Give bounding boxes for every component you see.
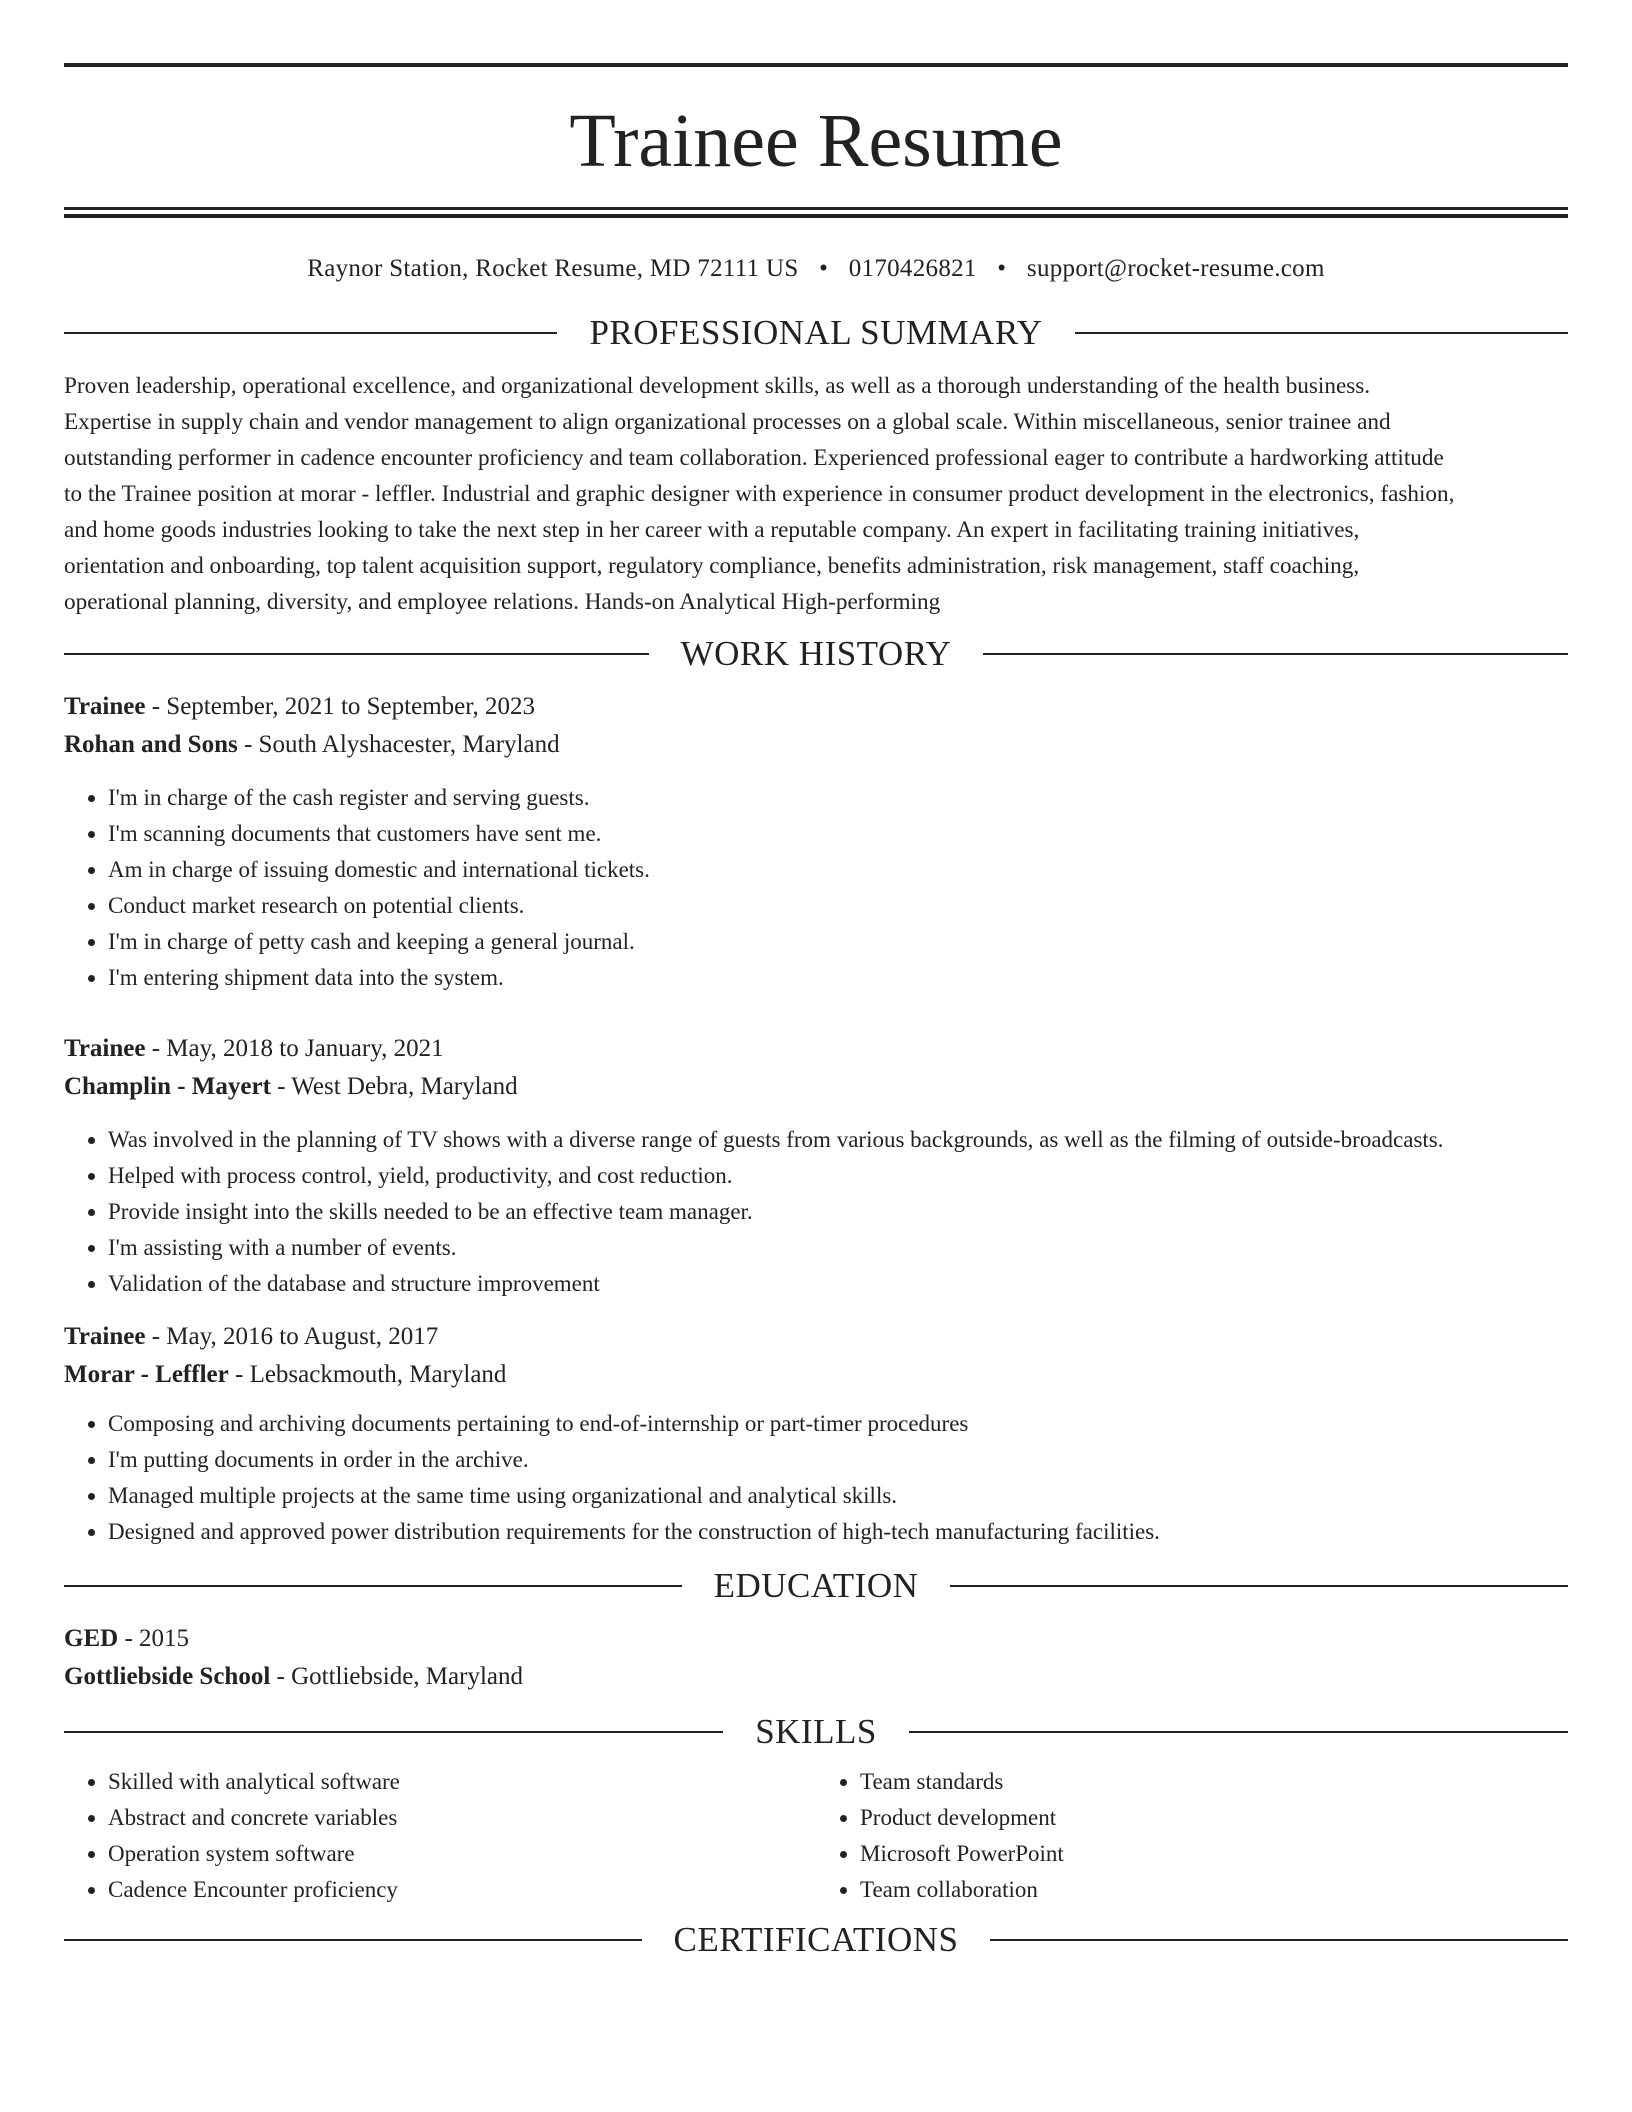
job-title: Trainee xyxy=(64,693,146,720)
job-company-line xyxy=(64,1356,1568,1394)
job-title: Trainee xyxy=(64,1323,146,1350)
summary-line: operational planning, diversity, and employee relations. Hands-on Analytical High-performing xyxy=(64,589,941,615)
education-school: Gottliebside School xyxy=(64,1663,271,1690)
list-item: • I'm in charge of petty cash and keeping a general journal. xyxy=(108,924,1568,960)
education-section-header xyxy=(64,1566,1568,1606)
dash: - xyxy=(145,693,167,720)
list-item: • Cadence Encounter proficiency xyxy=(108,1872,816,1908)
job-bullets xyxy=(64,780,1568,996)
contact-separator: • xyxy=(819,255,829,282)
skills-list-right xyxy=(816,1764,1568,1908)
job-dates: May, 2018 to January, 2021 xyxy=(166,1035,444,1062)
dash: - xyxy=(145,1035,167,1062)
job-location: Lebsackmouth, Maryland xyxy=(249,1361,507,1388)
job-title-line xyxy=(64,688,1568,726)
list-item: • Team collaboration xyxy=(860,1872,1568,1908)
list-item: • Conduct market research on potential clients. xyxy=(108,888,1568,924)
education-degree: GED xyxy=(64,1625,119,1652)
contact-email: support@rocket-resume.com xyxy=(1026,255,1325,282)
certifications-heading: CERTIFICATIONS xyxy=(673,1920,959,1959)
divider-line xyxy=(1075,332,1568,334)
job-company-line xyxy=(64,726,1568,764)
list-item: • Abstract and concrete variables xyxy=(108,1800,816,1836)
job-dates: May, 2016 to August, 2017 xyxy=(166,1323,439,1350)
summary-line: orientation and onboarding, top talent acquisition support, regulatory compliance, benefits administration, risk management, staff coaching, xyxy=(64,553,1360,579)
job-company: Champlin - Mayert xyxy=(64,1073,271,1100)
dash: - xyxy=(145,1323,167,1350)
page-title: Trainee Resume xyxy=(569,99,1063,183)
job-bullets xyxy=(64,1122,1568,1302)
list-item: • Product development xyxy=(860,1800,1568,1836)
summary-section-header xyxy=(64,313,1568,353)
dash: - xyxy=(270,1663,292,1690)
summary-line: to the Trainee position at morar - leffler. Industrial and graphic designer with experience in consumer product development in the electronics, fashion, xyxy=(64,481,1455,507)
job-title: Trainee xyxy=(64,1035,146,1062)
job-title-line xyxy=(64,1030,1568,1068)
education-location: Gottliebside, Maryland xyxy=(291,1663,523,1690)
list-item: • Composing and archiving documents pertaining to end-of-internship or part-timer procedures xyxy=(108,1406,1568,1442)
job-company: Morar - Leffler xyxy=(64,1361,229,1388)
contact-phone: 0170426821 xyxy=(848,255,977,282)
title-double-rule xyxy=(64,207,1568,218)
summary-line: Expertise in supply chain and vendor management to align organizational processes on a global scale. Within miscellaneous, senior trainee and xyxy=(64,409,1391,435)
skills-heading: SKILLS xyxy=(755,1712,877,1751)
job-dates: September, 2021 to September, 2023 xyxy=(166,693,536,720)
job-title-line xyxy=(64,1318,1568,1356)
certifications-section-header xyxy=(64,1920,1568,1960)
job-entry xyxy=(64,1030,1568,1302)
dash: - xyxy=(118,1625,140,1652)
education-degree-line xyxy=(64,1620,1568,1658)
list-item: • I'm scanning documents that customers have sent me. xyxy=(108,816,1568,852)
job-company: Rohan and Sons xyxy=(64,731,238,758)
contact-line xyxy=(64,253,1568,285)
divider-line xyxy=(64,1585,682,1587)
summary-line: outstanding performer in cadence encounter proficiency and team collaboration. Experienced professional eager to contribute a hardworking attitude xyxy=(64,445,1444,471)
contact-separator: • xyxy=(997,255,1007,282)
list-item: • I'm assisting with a number of events. xyxy=(108,1230,1568,1266)
list-item: • I'm entering shipment data into the system. xyxy=(108,960,1568,996)
skills-section-header xyxy=(64,1712,1568,1752)
divider-line xyxy=(64,1731,723,1733)
job-entry xyxy=(64,1318,1568,1550)
list-item: • Microsoft PowerPoint xyxy=(860,1836,1568,1872)
summary-text xyxy=(64,368,1568,620)
top-rule xyxy=(64,63,1568,67)
dash: - xyxy=(228,1361,250,1388)
list-item: • Helped with process control, yield, productivity, and cost reduction. xyxy=(108,1158,1568,1194)
skills-list-left xyxy=(64,1764,816,1908)
divider-line xyxy=(909,1731,1568,1733)
list-item: • Was involved in the planning of TV shows with a diverse range of guests from various backgrounds, as well as the filming of outside-broadcasts. xyxy=(108,1122,1568,1158)
dash: - xyxy=(270,1073,292,1100)
summary-heading: PROFESSIONAL SUMMARY xyxy=(589,313,1043,352)
divider-line xyxy=(64,1939,642,1941)
divider-line xyxy=(990,1939,1568,1941)
job-location: South Alyshacester, Maryland xyxy=(258,731,560,758)
list-item: • Am in charge of issuing domestic and international tickets. xyxy=(108,852,1568,888)
list-item: • Team standards xyxy=(860,1764,1568,1800)
divider-line xyxy=(64,332,557,334)
job-company-line xyxy=(64,1068,1568,1106)
list-item: • Operation system software xyxy=(108,1836,816,1872)
education-entry xyxy=(64,1620,1568,1696)
education-school-line xyxy=(64,1658,1568,1696)
divider-line xyxy=(983,653,1568,655)
list-item: • I'm in charge of the cash register and serving guests. xyxy=(108,780,1568,816)
work-section-header xyxy=(64,634,1568,674)
list-item: • Validation of the database and structure improvement xyxy=(108,1266,1568,1302)
education-year: 2015 xyxy=(139,1625,190,1652)
divider-line xyxy=(64,653,649,655)
job-entry xyxy=(64,688,1568,996)
list-item: • Managed multiple projects at the same time using organizational and analytical skills. xyxy=(108,1478,1568,1514)
contact-address: Raynor Station, Rocket Resume, MD 72111 US xyxy=(307,255,799,282)
list-item: • I'm putting documents in order in the archive. xyxy=(108,1442,1568,1478)
list-item: • Provide insight into the skills needed to be an effective team manager. xyxy=(108,1194,1568,1230)
summary-line: Proven leadership, operational excellence, and organizational development skills, as well as a thorough understanding of the health business. xyxy=(64,373,1371,399)
dash: - xyxy=(237,731,259,758)
work-heading: WORK HISTORY xyxy=(680,634,952,673)
job-location: West Debra, Maryland xyxy=(291,1073,518,1100)
job-bullets xyxy=(64,1406,1568,1550)
education-heading: EDUCATION xyxy=(713,1566,919,1605)
summary-line: and home goods industries looking to take the next step in her career with a reputable company. An expert in facilitating training initiatives, xyxy=(64,517,1360,543)
list-item: • Designed and approved power distribution requirements for the construction of high-tech manufacturing facilities. xyxy=(108,1514,1568,1550)
list-item: • Skilled with analytical software xyxy=(108,1764,816,1800)
divider-line xyxy=(950,1585,1568,1587)
skills-grid xyxy=(64,1764,1568,1908)
